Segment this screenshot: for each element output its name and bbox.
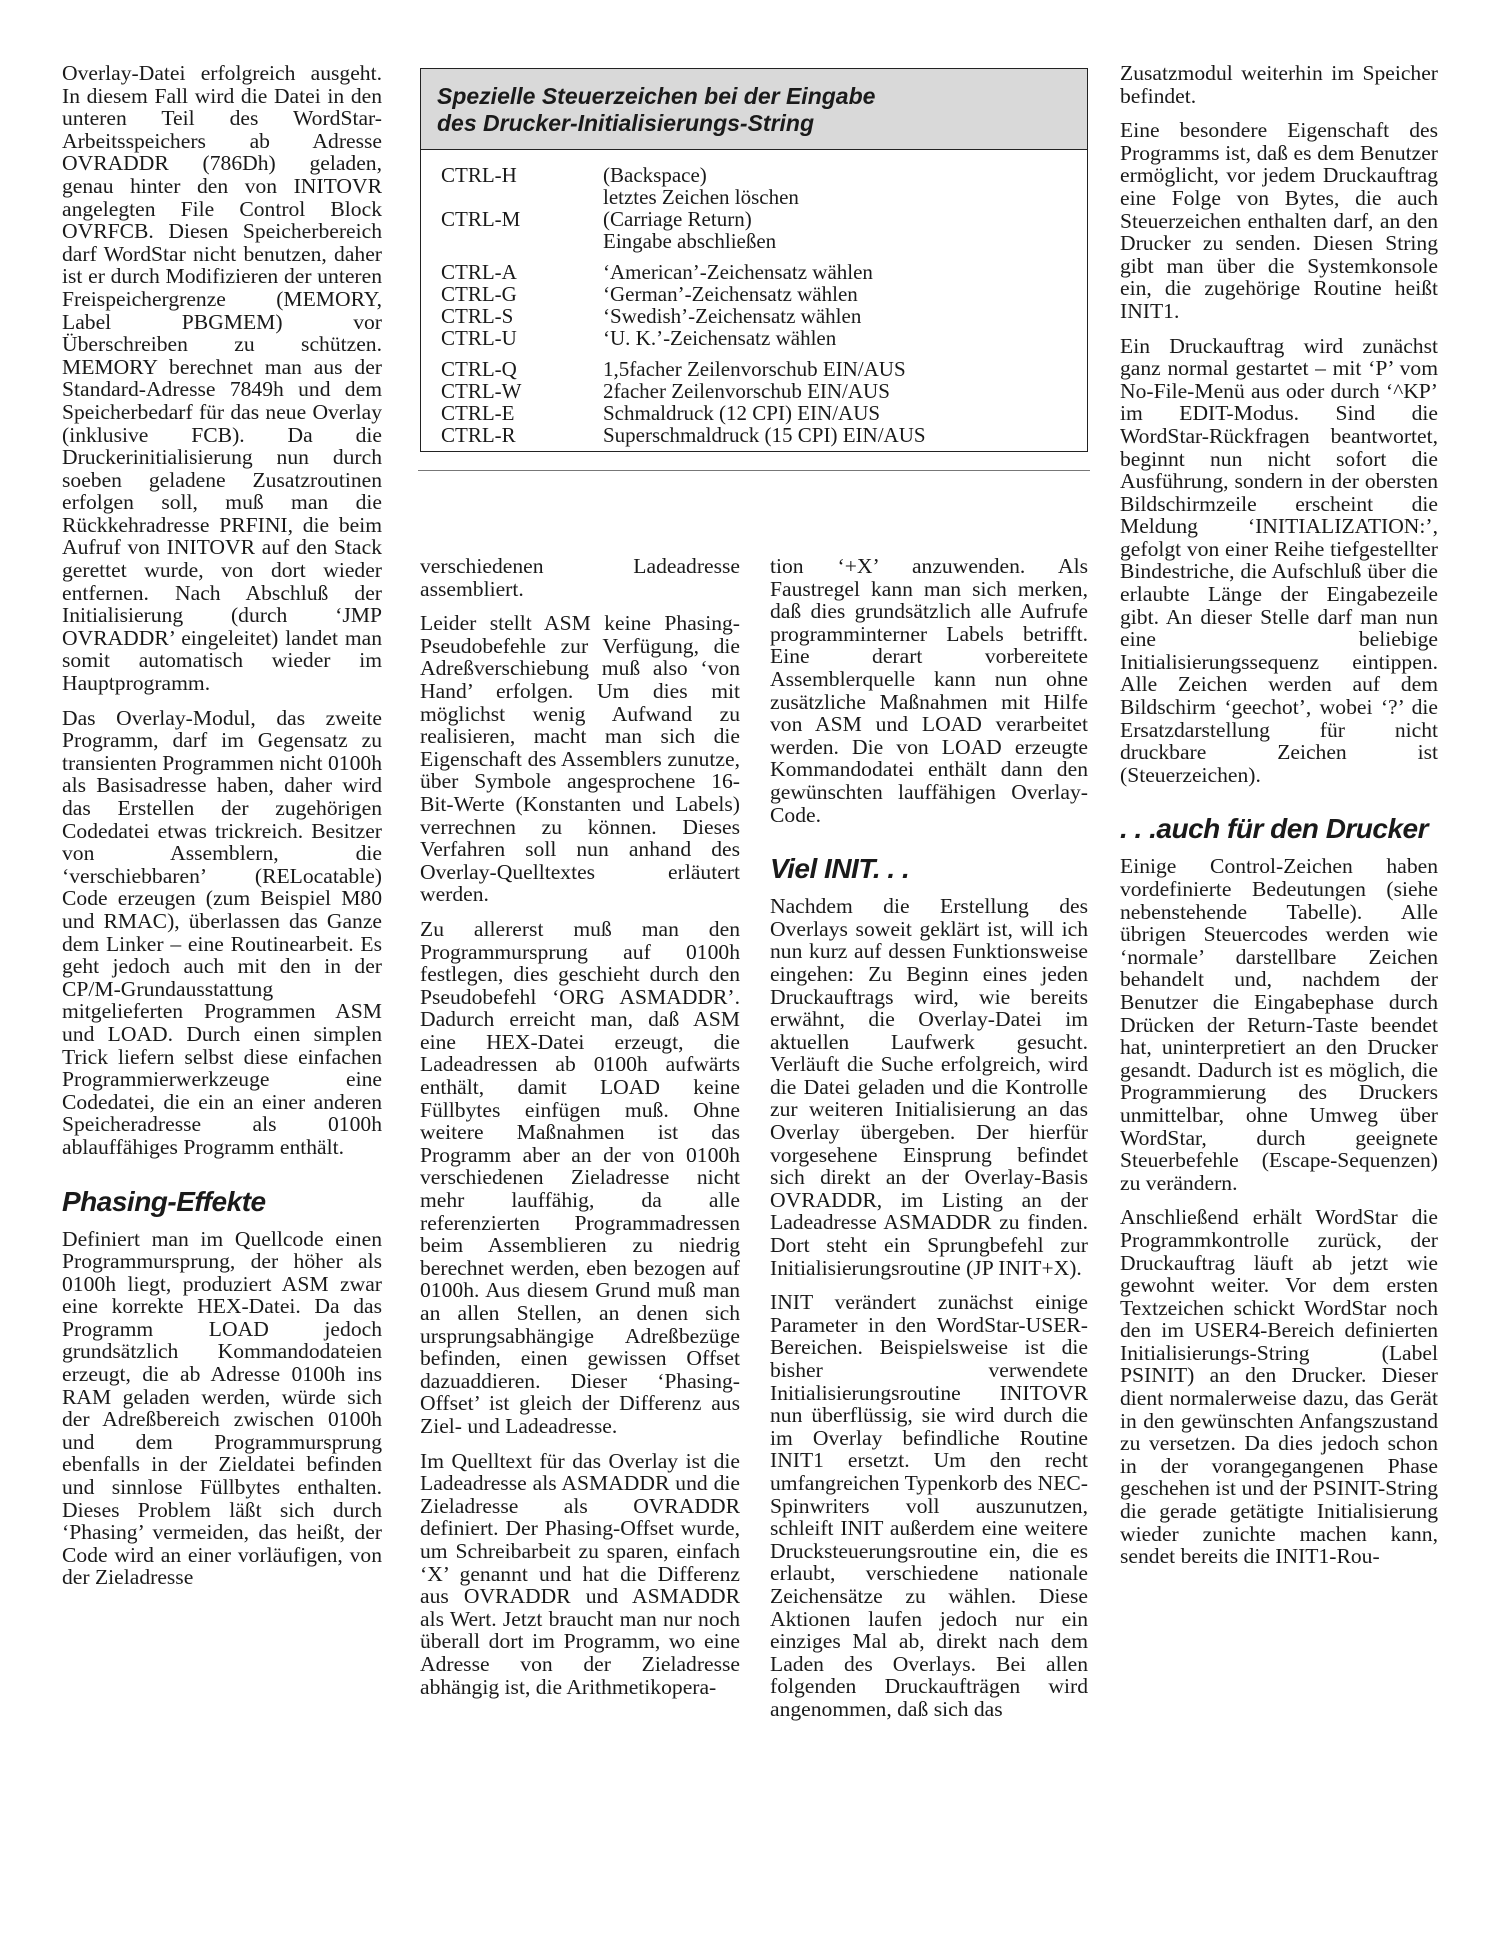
column-2 xyxy=(420,555,740,1710)
control-key: CTRL-Q xyxy=(441,357,517,381)
control-description xyxy=(603,327,1071,349)
paragraph: tion ‘+X’ anzuwenden. Als Faustregel kann man sich merken, daß dies grundsätzlich alle Aufrufe programminterner Labels betrifft. Eine derart vorbereitete Assemblerquelle kann nun ohne zusätzliche Maßnahmen mit Hilfe von ASM und LOAD verarbeitet werden. Die von LOAD erzeugte Kommandodatei enthält dann den gewünschten lauffähigen Overlay-Code. xyxy=(770,554,1088,827)
control-description xyxy=(603,283,1071,305)
table-row xyxy=(441,164,1071,208)
paragraph: Leider stellt ASM keine Phasing-Pseudobefehle zur Verfügung, die Adreßverschiebung muß also ‘von Hand’ erfolgen. Um dies mit möglichst wenig Aufwand zu realisieren, macht man sich die Eigenschaft des Assemblers zunutze, über Symbole angesprochene 16-Bit-Werte (Konstanten und Labels) verrechnen zu können. Dieses Verfahren soll nun anhand des Overlay-Quelltextes erläutert werden. xyxy=(420,611,740,907)
divider xyxy=(418,470,1090,471)
paragraph: INIT verändert zunächst einige Parameter in den WordStar-USER-Bereichen. Beispielsweise ist die bisher verwendete Initialisierungsroutine INITOVR nun überflüssig, sie wird durch die im Overlay befindliche Routine INIT1 ersetzt. Um den recht umfangreichen Typenkorb des NEC-Spinwriters voll auszunutzen, schleift INIT außerdem eine weitere Drucksteuerungsroutine ein, die es erlaubt, verschiedene nationale Zeichensätze zu wählen. Diese Aktionen laufen jedoch nur ein einziges Mal ab, direkt nach dem Laden des Overlays. Bei allen folgenden Druckaufträgen wird angenommen, daß sich das xyxy=(770,1290,1088,1721)
section-heading-init: Viel INIT. . . xyxy=(770,853,910,885)
paragraph: Das Overlay-Modul, das zweite Programm, darf im Gegensatz zu transienten Programmen nicht 0100h als Basisadresse haben, daher wird das Erstellen der zugehörigen Codedatei etwas trickreich. Besitzer von Assemblern, die ‘verschiebbaren’ (RELocatable) Code erzeugen (zum Beispiel M80 und RMAC), überlassen das Ganze dem Linker – eine Routinearbeit. Es geht jedoch auch mit den in der CP/M-Grundausstattung mitgelieferten Programmen ASM und LOAD. Durch einen simplen Trick liefern selbst diese einfachen Programmierwerkzeuge eine Codedatei, die ein an einer anderen Speicheradresse als 0100h ablauffähiges Programm enthält. xyxy=(62,705,382,1159)
control-description xyxy=(603,380,1071,402)
description-line: Superschmaldruck (15 CPI) EIN/AUS xyxy=(603,423,926,447)
control-description xyxy=(603,424,1071,446)
control-description xyxy=(603,208,1071,252)
control-key: CTRL-G xyxy=(441,282,517,306)
control-key: CTRL-U xyxy=(441,326,517,350)
table-row xyxy=(441,402,1071,424)
section-heading-phasing: Phasing-Effekte xyxy=(62,1185,266,1217)
control-description xyxy=(603,305,1071,327)
table-row xyxy=(441,283,1071,305)
paragraph: Nachdem die Erstellung des Overlays soweit geklärt ist, will ich nun kurz auf dessen Funktionsweise eingehen: Zu Beginn eines jeden Druckauftrags wird, wie bereits erwähnt, die Overlay-Datei im aktuellen Laufwerk gesucht. Verläuft die Suche erfolgreich, wird die Datei geladen und die Kontrolle zur weiteren Initialisierung an das Overlay übergeben. Der hierfür vorgesehene Einsprung befindet sich direkt an der Overlay-Basis OVRADDR, im Listing an der Ladeadresse ASMADDR zu finden. Dort steht ein Sprungbefehl zur Initialisierungsroutine (JP INIT+X). xyxy=(770,894,1088,1280)
table-body xyxy=(421,150,1087,446)
paragraph: Eine besondere Eigenschaft des Programms ist, daß es dem Benutzer ermöglicht, vor jedem Druckauftrag eine Folge von Bytes, die auch Steuerzeichen enthalten darf, an den Drucker zu senden. Diesen String gibt man über die Systemkonsole ein, die zugehörige Routine heißt INIT1. xyxy=(1120,118,1438,323)
paragraph: Zusatzmodul weiterhin im Speicher befindet. xyxy=(1120,61,1438,108)
description-line: Eingabe abschließen xyxy=(603,229,777,253)
table-group xyxy=(441,164,1071,252)
paragraph: Ein Druckauftrag wird zunächst ganz normal gestartet – mit ‘P’ vom No-File-Menü aus oder durch ‘^KP’ im EDIT-Modus. Sind die WordStar-Rückfragen beantwortet, beginnt nun nicht sofort die Ausführung, sondern in der obersten Bildschirmzeile erscheint die Meldung ‘INITIALIZATION:’, gefolgt von einer Reihe tiefgestellter Bindestriche, die Aufschluß über die erlaubte Länge der Eingabezeile gibt. An dieser Stelle darf man nun eine beliebige Initialisierungssequenz eintippen. Alle Zeichen werden auf dem Bildschirm ‘geechot’, wobei ‘?’ die Ersatzdarstellung für nicht druckbare Zeichen ist (Steuerzeichen). xyxy=(1120,333,1438,787)
control-key: CTRL-M xyxy=(441,207,521,231)
table-title-line: Spezielle Steuerzeichen bei der Eingabe xyxy=(437,83,876,109)
paragraph: verschiedenen Ladeadresse assembliert. xyxy=(420,554,740,601)
table-title-line: des Drucker-Initialisierungs-String xyxy=(437,110,815,136)
paragraph: Im Quelltext für das Overlay ist die Ladeadresse als ASMADDR und die Zieladresse als OVRADDR definiert. Der Phasing-Offset wurde, um Schreibarbeit zu sparen, einfach ‘X’ genannt und hat die Differenz aus OVRADDR und ASMADDR als Wert. Jetzt braucht man nur noch überall dort im Programm, wo eine Adresse von der Zieladresse abhängig ist, die Arithmetikopera- xyxy=(420,1448,740,1699)
table-row xyxy=(441,305,1071,327)
control-characters-table xyxy=(420,68,1088,452)
table-row xyxy=(441,327,1071,349)
control-description xyxy=(603,358,1071,380)
control-description xyxy=(603,261,1071,283)
paragraph: Einige Control-Zeichen haben vordefinierte Bedeutungen (siehe nebenstehende Tabelle). Alle übrigen Steuercodes werden wie ‘normale’ darstellbare Zeichen behandelt und, nachdem der Benutzer die Eingabephase durch Drücken der Return-Taste beendet hat, uninterpretiert an den Drucker gesandt. Dadurch ist es möglich, die Programmierung des Druckers unmittelbar, ohne Umweg über WordStar, durch geeignete Steuerbefehle (Escape-Sequenzen) zu verändern. xyxy=(1120,854,1438,1195)
description-line: Schmaldruck (12 CPI) EIN/AUS xyxy=(603,401,881,425)
column-4 xyxy=(1120,62,1438,1580)
table-group xyxy=(441,358,1071,446)
table-row xyxy=(441,424,1071,446)
table-row xyxy=(441,358,1071,380)
control-description xyxy=(603,164,1071,208)
control-key: CTRL-H xyxy=(441,163,517,187)
table-row xyxy=(441,380,1071,402)
column-1 xyxy=(62,62,382,1601)
section-heading-drucker: . . .auch für den Drucker xyxy=(1120,813,1429,845)
description-line: 2facher Zeilenvorschub EIN/AUS xyxy=(603,379,890,403)
control-key: CTRL-R xyxy=(441,423,516,447)
description-line: ‘Swedish’-Zeichensatz wählen xyxy=(603,304,862,328)
description-line: (Backspace) xyxy=(603,163,707,187)
paragraph: Definiert man im Quellcode einen Programmursprung, der höher als 0100h liegt, produziert ASM zwar eine korrekte HEX-Datei. Da das Programm LOAD jedoch grundsätzlich Kommandodateien erzeugt, die ab Adresse 0100h ins RAM geladen werden, würde sich der Adreßbereich zwischen 0100h und dem Programmursprung ebenfalls in der Zieldatei befinden und sinnlose Füllbytes enthalten. Dieses Problem läßt sich durch ‘Phasing’ vermeiden, das heißt, der Code wird an einer vorläufigen, von der Zieladresse xyxy=(62,1226,382,1590)
description-line: ‘U. K.’-Zeichensatz wählen xyxy=(603,326,837,350)
description-line: ‘German’-Zeichensatz wählen xyxy=(603,282,858,306)
control-description xyxy=(603,402,1071,424)
paragraph: Zu allererst muß man den Programmursprung auf 0100h festlegen, dies geschieht durch den Pseudobefehl ‘ORG ASMADDR’. Dadurch erreicht man, daß ASM eine HEX-Datei erzeugt, die Ladeadressen ab 0100h aufwärts enthält, damit LOAD keine Füllbytes einfügen muß. Ohne weitere Maßnahmen ist das Programm aber an der von 0100h verschiedenen Zieladresse nicht mehr lauffähig, da alle referenzierten Programmadressen beim Assemblieren zu niedrig berechnet werden, eben bezogen auf 0100h. Aus diesem Grund muß man an allen Stellen, an denen sich ursprungsabhängige Adreßbezüge befinden, einen gewissen Offset dazuaddieren. Dieser ‘Phasing-Offset’ ist gleich der Differenz aus Ziel- und Ladeadresse. xyxy=(420,916,740,1438)
paragraph: Anschließend erhält WordStar die Programmkontrolle zurück, der Druckauftrag läuft ab jetzt wie gewohnt weiter. Vor dem ersten Textzeichen schickt WordStar noch den im USER4-Bereich definierten Initialisierungs-String (Label PSINIT) an den Drucker. Dieser dient normalerweise dazu, das Gerät in den gewünschten Anfangszustand zu versetzen. Da dies jedoch schon in der vorangegangenen Phase geschehen ist und der PSINIT-String die gerade getätigte Initialisierung wieder zunichte machen kann, sendet bereits die INIT1-Rou- xyxy=(1120,1205,1438,1569)
description-line: 1,5facher Zeilenvorschub EIN/AUS xyxy=(603,357,906,381)
table-title xyxy=(421,69,1087,150)
table-group xyxy=(441,261,1071,349)
column-3 xyxy=(770,555,1088,1733)
control-key: CTRL-A xyxy=(441,260,517,284)
paragraph: Overlay-Datei erfolgreich ausgeht. In diesem Fall wird die Datei in den unteren Teil des WordStar-Arbeitsspeichers ab Adresse OVRADDR (786Dh) geladen, genau hinter den von INITOVR angelegten File Control Block OVRFCB. Diesen Speicherbereich darf WordStar nicht benutzen, daher ist er durch Modifizieren der unteren Freispeichergrenze (MEMORY, Label PBGMEM) vor Überschreiben zu schützen. MEMORY berechnet man aus der Standard-Adresse 7849h und dem Speicherbedarf für das neue Overlay (inklusive FCB). Da die Druckerinitialisierung nun durch soeben geladene Zusatzroutinen erfolgen soll, muß man die Rückkehradresse PRFINI, die beim Aufruf von INITOVR auf den Stack gerettet wurde, von dort wieder entfernen. Nach Abschluß der Initialisierung (durch ‘JMP OVRADDR’ eingeleitet) landet man somit automatisch wieder im Hauptprogramm. xyxy=(62,61,382,696)
table-row xyxy=(441,261,1071,283)
description-line: letztes Zeichen löschen xyxy=(603,185,799,209)
control-key: CTRL-E xyxy=(441,401,515,425)
description-line: (Carriage Return) xyxy=(603,207,752,231)
table-row xyxy=(441,208,1071,252)
description-line: ‘American’-Zeichensatz wählen xyxy=(603,260,873,284)
control-key: CTRL-W xyxy=(441,379,522,403)
control-key: CTRL-S xyxy=(441,304,514,328)
